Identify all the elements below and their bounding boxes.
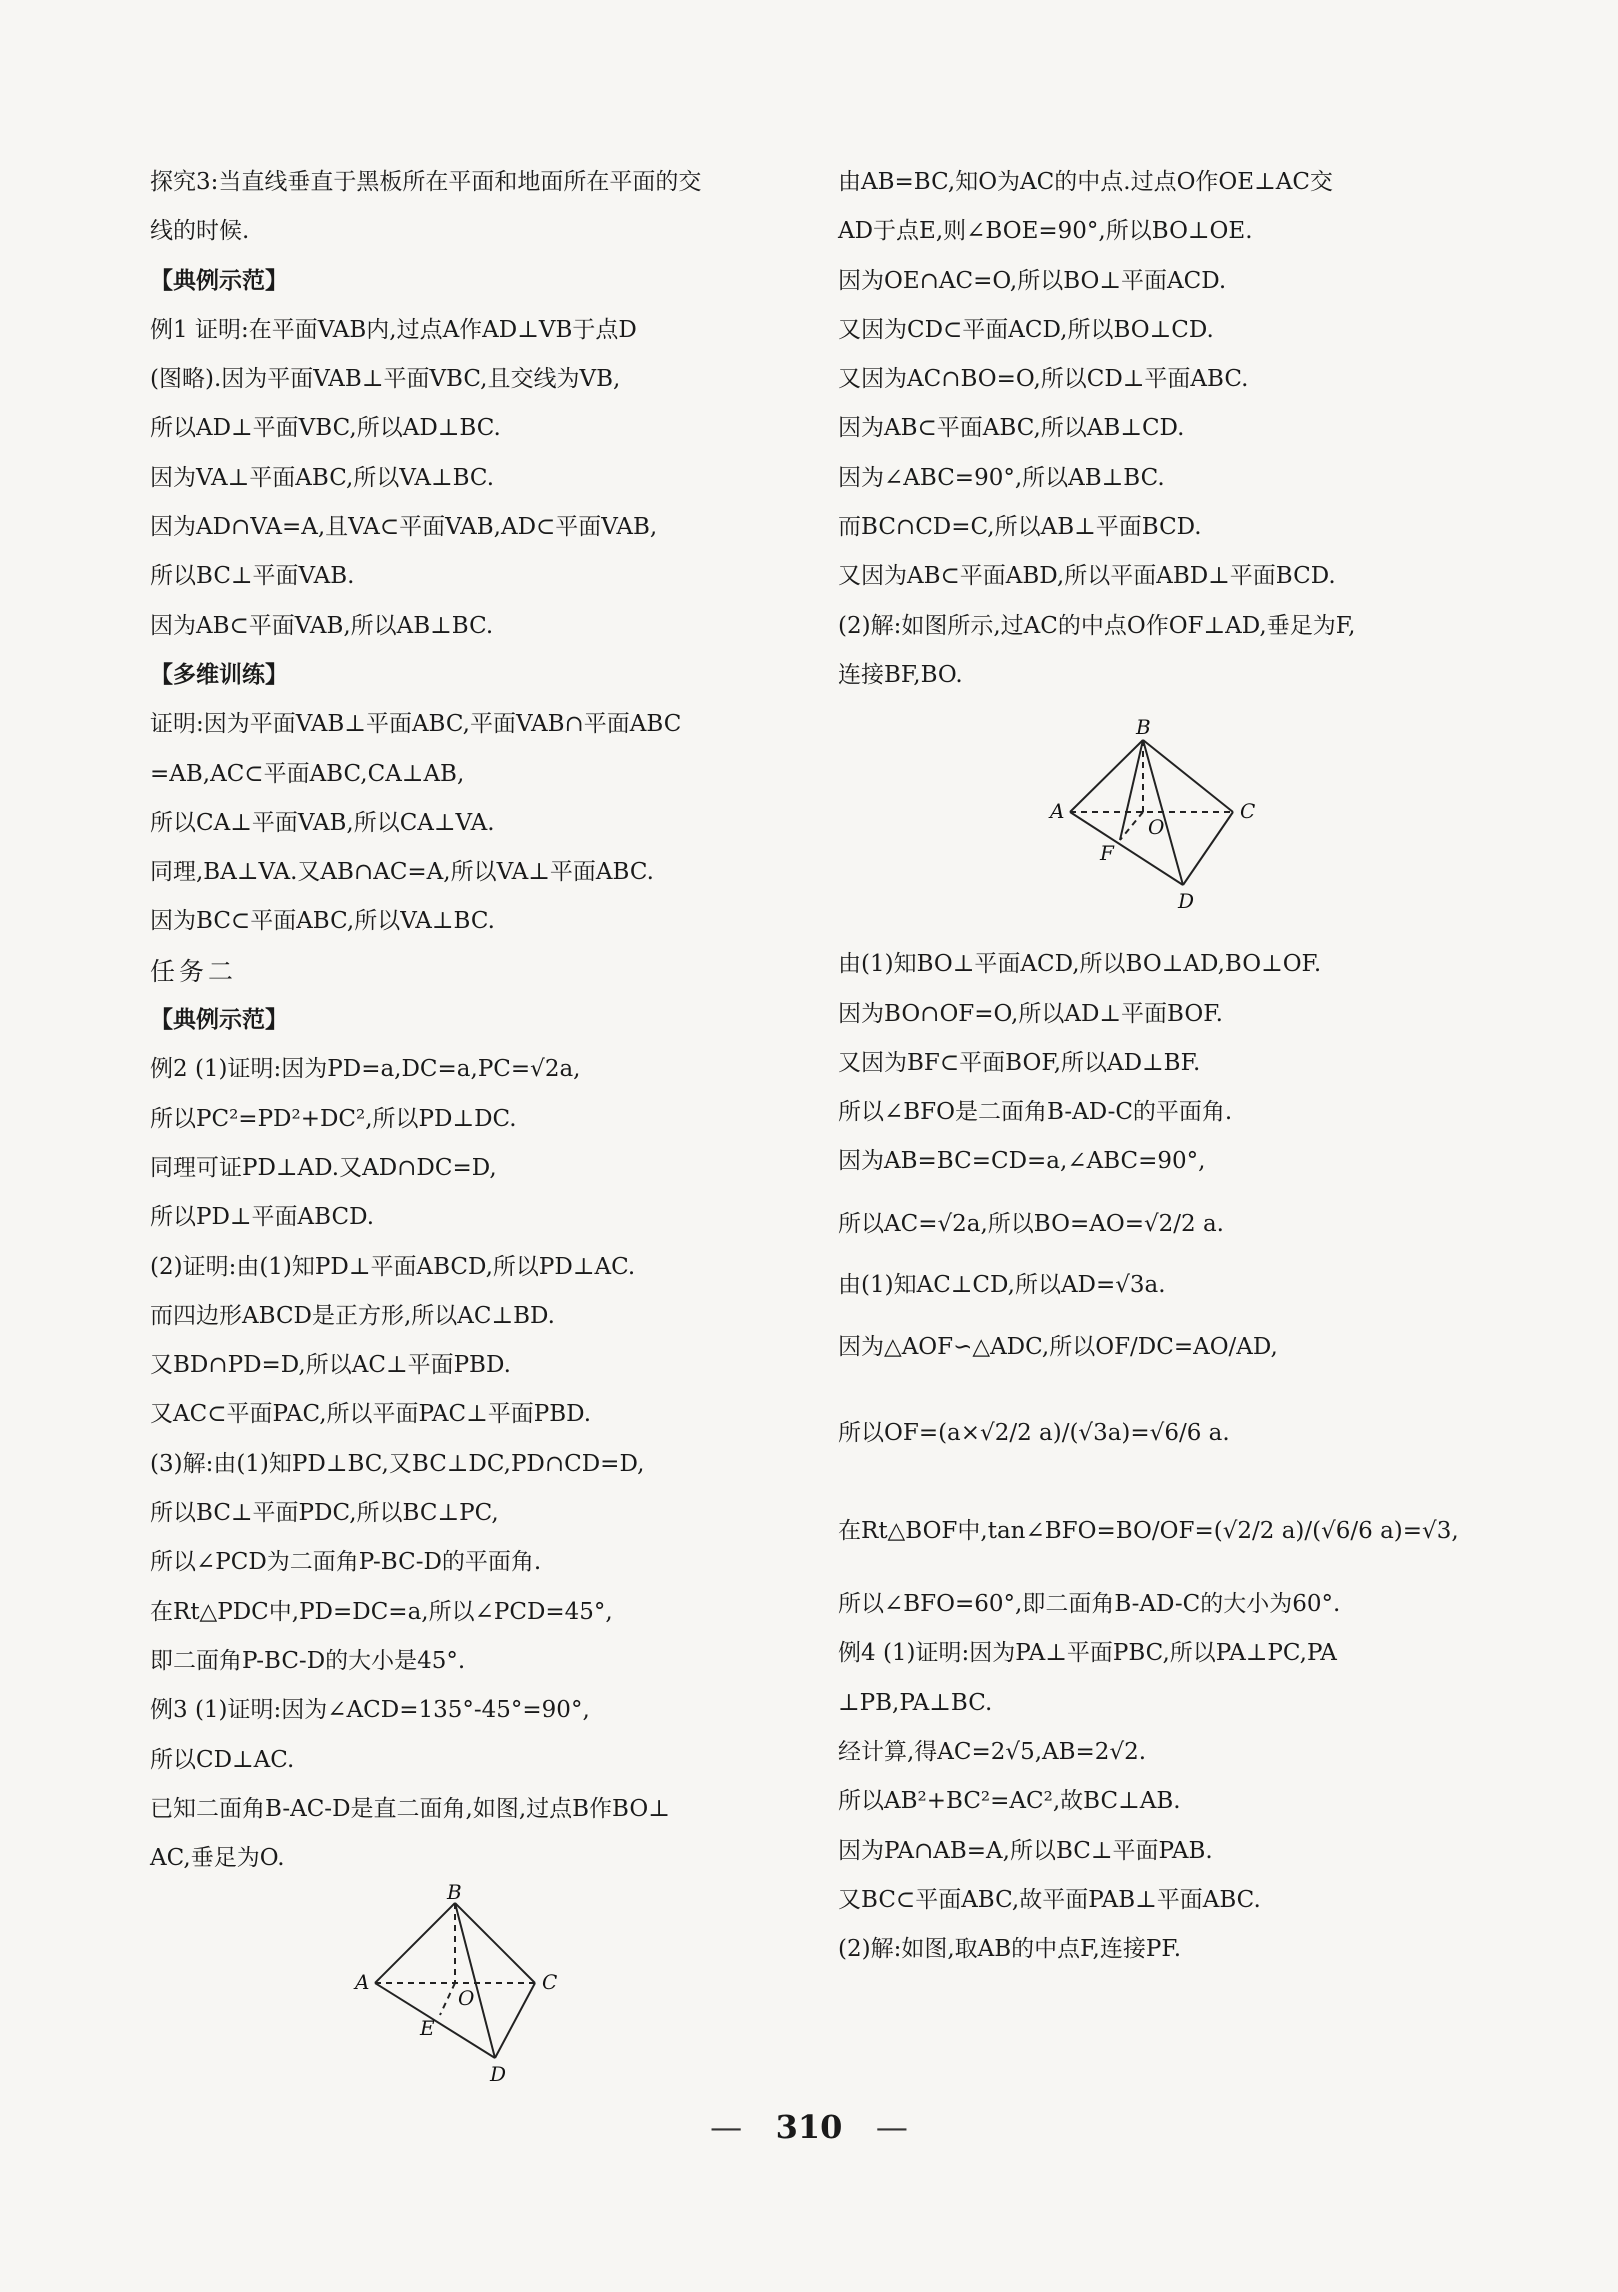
text-line: AD于点E,则∠BOE=90°,所以BO⊥OE. xyxy=(838,218,1253,245)
text-line: 证明:因为平面VAB⊥平面ABC,平面VAB∩平面ABC xyxy=(150,711,682,738)
text-line: 因为PA∩AB=A,所以BC⊥平面PAB. xyxy=(838,1837,1213,1864)
text-line: (图略).因为平面VAB⊥平面VBC,且交线为VB, xyxy=(150,366,621,393)
vertex-label-e: E xyxy=(420,2016,435,2041)
text-line: (3)解:由(1)知PD⊥BC,又BC⊥DC,PD∩CD=D, xyxy=(150,1450,645,1477)
text-line: 因为AB⊂平面VAB,所以AB⊥BC. xyxy=(150,612,494,639)
text-line: 因为AB⊂平面ABC,所以AB⊥CD. xyxy=(838,415,1185,442)
section-heading: 【多维训练】 xyxy=(150,661,288,688)
text-line: 因为BO∩OF=O,所以AD⊥平面BOF. xyxy=(838,1000,1223,1027)
text-line: 又BC⊂平面ABC,故平面PAB⊥平面ABC. xyxy=(838,1886,1261,1913)
vertex-label-a: A xyxy=(355,1970,370,1995)
page-dash-left: — xyxy=(710,2108,743,2146)
vertex-label-b: B xyxy=(447,1883,462,1905)
text-line: 而四边形ABCD是正方形,所以AC⊥BD. xyxy=(150,1302,555,1329)
text-line: 又因为CD⊂平面ACD,所以BO⊥CD. xyxy=(838,316,1214,343)
text-line: AC,垂足为O. xyxy=(150,1845,285,1872)
text-line: ⊥PB,PA⊥BC. xyxy=(838,1689,993,1716)
section-heading: 【典例示范】 xyxy=(150,1007,288,1034)
vertex-label-d: D xyxy=(490,2062,507,2087)
text-line: 所以PD⊥平面ABCD. xyxy=(150,1204,375,1231)
text-line: =AB,AC⊂平面ABC,CA⊥AB, xyxy=(150,760,465,787)
text-line: 所以∠PCD为二面角P-BC-D的平面角. xyxy=(150,1549,542,1576)
text-line: 由(1)知AC⊥CD,所以AD=√3a. xyxy=(838,1271,1166,1298)
text-line: 连接BF,BO. xyxy=(838,661,963,688)
text-line: 又因为AB⊂平面ABD,所以平面ABD⊥平面BCD. xyxy=(838,563,1336,590)
text-line: 而BC∩CD=C,所以AB⊥平面BCD. xyxy=(838,514,1202,541)
text-line: 经计算,得AC=2√5,AB=2√2. xyxy=(838,1738,1147,1765)
text-line: 又AC⊂平面PAC,所以平面PAC⊥平面PBD. xyxy=(150,1401,592,1428)
tetrahedron-figure-right xyxy=(838,700,1478,940)
text-line: (2)证明:由(1)知PD⊥平面ABCD,所以PD⊥AC. xyxy=(150,1253,636,1280)
text-line: 因为AB=BC=CD=a,∠ABC=90°, xyxy=(838,1148,1206,1175)
text-line: 又因为BF⊂平面BOF,所以AD⊥BF. xyxy=(838,1049,1201,1076)
text-line: 由(1)知BO⊥平面ACD,所以BO⊥AD,BO⊥OF. xyxy=(838,951,1322,978)
vertex-label-d: D xyxy=(1178,889,1195,914)
text-line: 在Rt△BOF中,tan∠BFO=BO/OF=(√2/2 a)/(√6/6 a)=√3, xyxy=(838,1518,1459,1545)
text-line: 所以BC⊥平面PDC,所以BC⊥PC, xyxy=(150,1500,499,1527)
text-line: 因为AD∩VA=A,且VA⊂平面VAB,AD⊂平面VAB, xyxy=(150,514,658,541)
text-line: 所以AC=√2a,所以BO=AO=√2/2 a. xyxy=(838,1210,1224,1237)
left-column xyxy=(150,158,790,2093)
vertex-label-o: O xyxy=(1148,815,1165,840)
text-line: 所以AD⊥平面VBC,所以AD⊥BC. xyxy=(150,415,501,442)
text-line: 所以∠BFO是二面角B-AD-C的平面角. xyxy=(838,1099,1233,1126)
text-line: (2)解:如图所示,过AC的中点O作OF⊥AD,垂足为F, xyxy=(838,612,1356,639)
vertex-label-o: O xyxy=(458,1986,475,2011)
tetrahedron-figure-left xyxy=(150,1883,790,2093)
text-line: 所以OF=(a×√2/2 a)/(√3a)=√6/6 a. xyxy=(838,1420,1230,1447)
text-line: 所以AB²+BC²=AC²,故BC⊥AB. xyxy=(838,1788,1181,1815)
vertex-label-c: C xyxy=(542,1970,558,1995)
task-heading: 任务二 xyxy=(150,956,238,986)
section-heading: 【典例示范】 xyxy=(150,267,288,294)
text-line: 在Rt△PDC中,PD=DC=a,所以∠PCD=45°, xyxy=(150,1598,613,1625)
text-line: 例4 (1)证明:因为PA⊥平面PBC,所以PA⊥PC,PA xyxy=(838,1640,1337,1667)
vertex-label-f: F xyxy=(1100,841,1114,866)
text-line: 因为OE∩AC=O,所以BO⊥平面ACD. xyxy=(838,267,1227,294)
text-line: 同理,BA⊥VA.又AB∩AC=A,所以VA⊥平面ABC. xyxy=(150,859,654,886)
text-line: 即二面角P-BC-D的大小是45°. xyxy=(150,1647,466,1674)
page-number-footer xyxy=(0,2108,1618,2146)
right-column xyxy=(838,158,1478,1974)
text-line: 因为BC⊂平面ABC,所以VA⊥BC. xyxy=(150,908,495,935)
text-line: 探究3:当直线垂直于黑板所在平面和地面所在平面的交 xyxy=(150,169,702,195)
text-line: 例1 证明:在平面VAB内,过点A作AD⊥VB于点D xyxy=(150,316,637,343)
text-line: 由AB=BC,知O为AC的中点.过点O作OE⊥AC交 xyxy=(838,169,1333,195)
text-line: 所以CD⊥AC. xyxy=(150,1746,295,1773)
text-line: 因为∠ABC=90°,所以AB⊥BC. xyxy=(838,464,1165,491)
text-line: 所以∠BFO=60°,即二面角B-AD-C的大小为60°. xyxy=(838,1591,1341,1618)
text-line: 因为VA⊥平面ABC,所以VA⊥BC. xyxy=(150,464,495,491)
text-line: 例2 (1)证明:因为PD=a,DC=a,PC=√2a, xyxy=(150,1056,581,1083)
text-line: 已知二面角B-AC-D是直二面角,如图,过点B作BO⊥ xyxy=(150,1795,670,1822)
text-line: 例3 (1)证明:因为∠ACD=135°-45°=90°, xyxy=(150,1697,590,1724)
text-line: 所以PC²=PD²+DC²,所以PD⊥DC. xyxy=(150,1105,517,1132)
text-line: (2)解:如图,取AB的中点F,连接PF. xyxy=(838,1936,1182,1963)
text-line: 线的时候. xyxy=(150,218,250,245)
text-line: 所以CA⊥平面VAB,所以CA⊥VA. xyxy=(150,809,495,836)
text-line: 同理可证PD⊥AD.又AD∩DC=D, xyxy=(150,1154,497,1181)
text-line: 又因为AC∩BO=O,所以CD⊥平面ABC. xyxy=(838,366,1249,393)
text-line: 所以BC⊥平面VAB. xyxy=(150,563,355,590)
vertex-label-a: A xyxy=(1050,799,1065,824)
vertex-label-c: C xyxy=(1240,799,1256,824)
page-number: 310 xyxy=(775,2108,843,2146)
text-line: 因为△AOF∽△ADC,所以OF/DC=AO/AD, xyxy=(838,1334,1278,1361)
vertex-label-b: B xyxy=(1136,715,1151,740)
page-dash-right: — xyxy=(875,2108,908,2146)
text-line: 又BD∩PD=D,所以AC⊥平面PBD. xyxy=(150,1352,511,1379)
